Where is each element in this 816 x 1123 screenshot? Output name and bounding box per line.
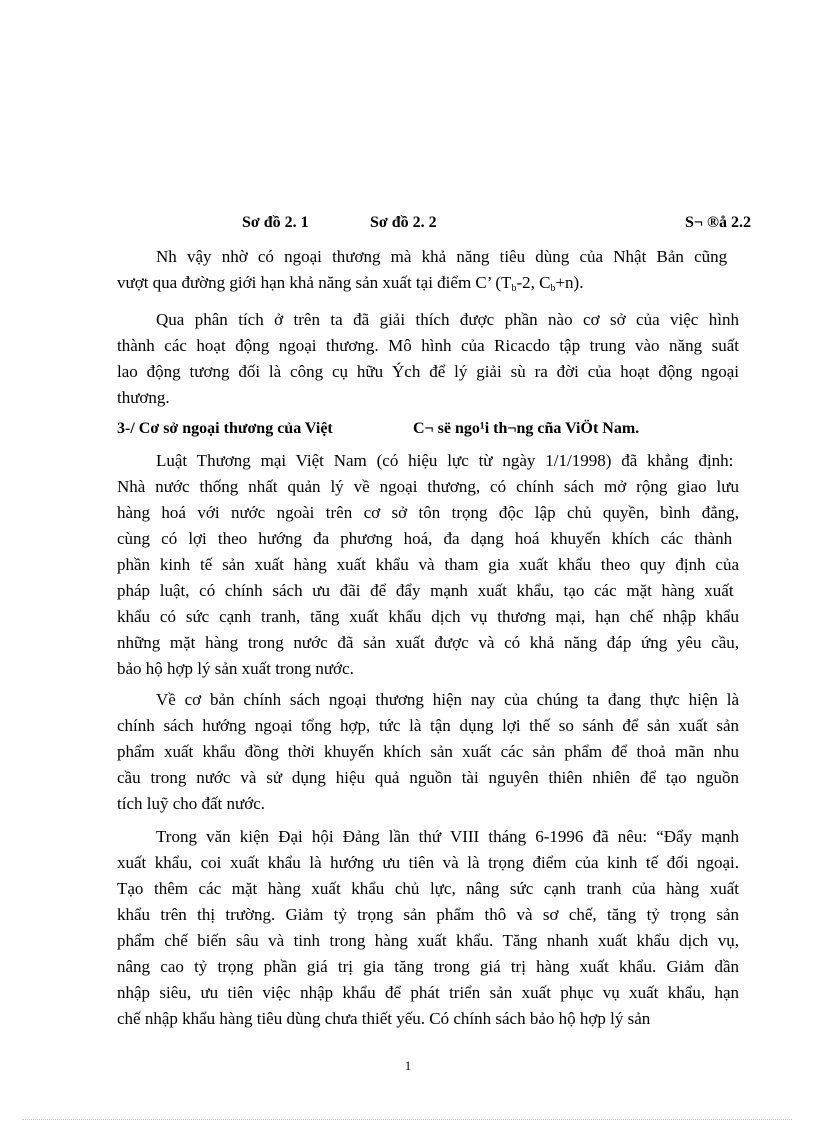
figure-captions <box>0 214 816 236</box>
text-line: lao động tương đối là công cụ hữu Ých để lý giải sù ra đời của hoạt động ngoại <box>117 362 739 381</box>
text-line: khẩu có sức cạnh tranh, tăng xuất khẩu dịch vụ thương mại, hạn chế nhập khẩu <box>117 607 739 626</box>
text-line: Nhà nước thống nhất quản lý về ngoại thương, có chính sách mở rộng giao lưu <box>117 477 739 496</box>
text-segment: +n). <box>555 273 584 292</box>
text-line: Về cơ bản chính sách ngoại thương hiện nay của chúng ta đang thực hiện là <box>156 690 739 709</box>
paragraph-1 <box>117 244 739 296</box>
text-line: chính sách hướng ngoại tổng hợp, tức là tận dụng lợi thế so sánh để sản xuất sản <box>117 716 739 735</box>
text-segment: vượt qua đường giới hạn khả năng sản xuất tại điểm C’ (T <box>117 273 512 292</box>
text-line: pháp luật, có chính sách ưu đãi để đẩy mạnh xuất khẩu, tạo các mặt hàng xuất <box>117 581 734 600</box>
text-line: chế nhập khẩu hàng tiêu dùng chưa thiết yếu. Có chính sách bảo hộ hợp lý sản <box>117 1009 651 1028</box>
caption-figure-2-2: Sơ đồ 2. 2 <box>370 214 437 231</box>
text-line: bảo hộ hợp lý sản xuất trong nước. <box>117 659 354 678</box>
text-line <box>117 270 739 296</box>
text-line: nhập siêu, ưu tiên việc nhập khẩu để phát triển sản xuất phục vụ xuất khẩu, hạn <box>117 983 739 1002</box>
paragraph-2 <box>117 307 739 411</box>
text-line: Nh vậy nhờ có ngoại thương mà khả năng tiêu dùng của Nhật Bản cũng <box>156 247 728 266</box>
page-bottom-divider <box>22 1119 792 1120</box>
text-line: thành các hoạt động ngoại thương. Mô hình của Ricacdo tập trung vào năng suất <box>117 336 739 355</box>
text-line: Qua phân tích ở trên ta đã giải thích được phần nào cơ sở của việc hình <box>156 310 739 329</box>
text-line: xuất khẩu, coi xuất khẩu là hướng ưu tiên và là trọng điểm của kinh tế đối ngoại. <box>117 853 739 872</box>
text-line: những mặt hàng trong nước đã sản xuất được và có khả năng đáp ứng yêu cầu, <box>117 633 739 652</box>
paragraph-4 <box>117 687 739 817</box>
section-heading <box>117 420 739 444</box>
paragraph-3 <box>117 448 739 682</box>
section-heading-garbled: C¬ së ngo¹i th¬ng cña ViÖt Nam. <box>413 420 640 437</box>
text-line: hàng hoá với nước ngoài trên cơ sở tôn trọng độc lập chủ quyền, bình đẳng, <box>117 503 739 522</box>
text-line: cùng có lợi theo hướng đa phương hoá, đa dạng hoá khuyến khích các thành <box>117 529 733 548</box>
text-line: thương. <box>117 388 170 407</box>
subscript: b <box>550 283 556 294</box>
page-number: 1 <box>404 1058 412 1073</box>
text-line: phần kinh tế sản xuất hàng xuất khẩu và tham gia xuất khẩu theo quy định của <box>117 555 739 574</box>
text-line: cầu trong nước và sử dụng hiệu quả nguồn tài nguyên thiên nhiên để tạo nguồn <box>117 768 739 787</box>
text-line: Trong văn kiện Đại hội Đảng lần thứ VIII tháng 6-1996 đã nêu: “Đẩy mạnh <box>156 827 739 846</box>
text-line: tích luỹ cho đất nước. <box>117 794 266 813</box>
text-line: khẩu trên thị trường. Giảm tỷ trọng sản phẩm thô và sơ chế, tăng tỷ trọng sản <box>117 905 739 924</box>
subscript: b <box>511 283 517 294</box>
text-line: phẩm chế biến sâu và tinh trong hàng xuất khẩu. Tăng nhanh xuất khẩu dịch vụ, <box>117 931 739 950</box>
section-heading-text: 3-/ Cơ sở ngoại thương của Việt <box>117 420 333 437</box>
caption-figure-2-2-garbled: S¬ ®å 2.2 <box>685 214 751 231</box>
text-line: Tạo thêm các mặt hàng xuất khẩu chủ lực, nâng sức cạnh tranh của hàng xuất <box>117 879 739 898</box>
caption-figure-2-1: Sơ đồ 2. 1 <box>242 214 309 231</box>
text-line: Luật Thương mại Việt Nam (có hiệu lực từ ngày 1/1/1998) đã khẳng định: <box>156 451 734 470</box>
paragraph-5 <box>117 824 739 1032</box>
text-line: nâng cao tỷ trọng phần giá trị gia tăng trong giá trị hàng xuất khẩu. Giảm dần <box>117 957 739 976</box>
text-segment: -2, C <box>516 273 551 292</box>
text-line: phẩm xuất khẩu đồng thời khuyến khích sản xuất các sản phẩm để thoả mãn nhu <box>117 742 739 761</box>
